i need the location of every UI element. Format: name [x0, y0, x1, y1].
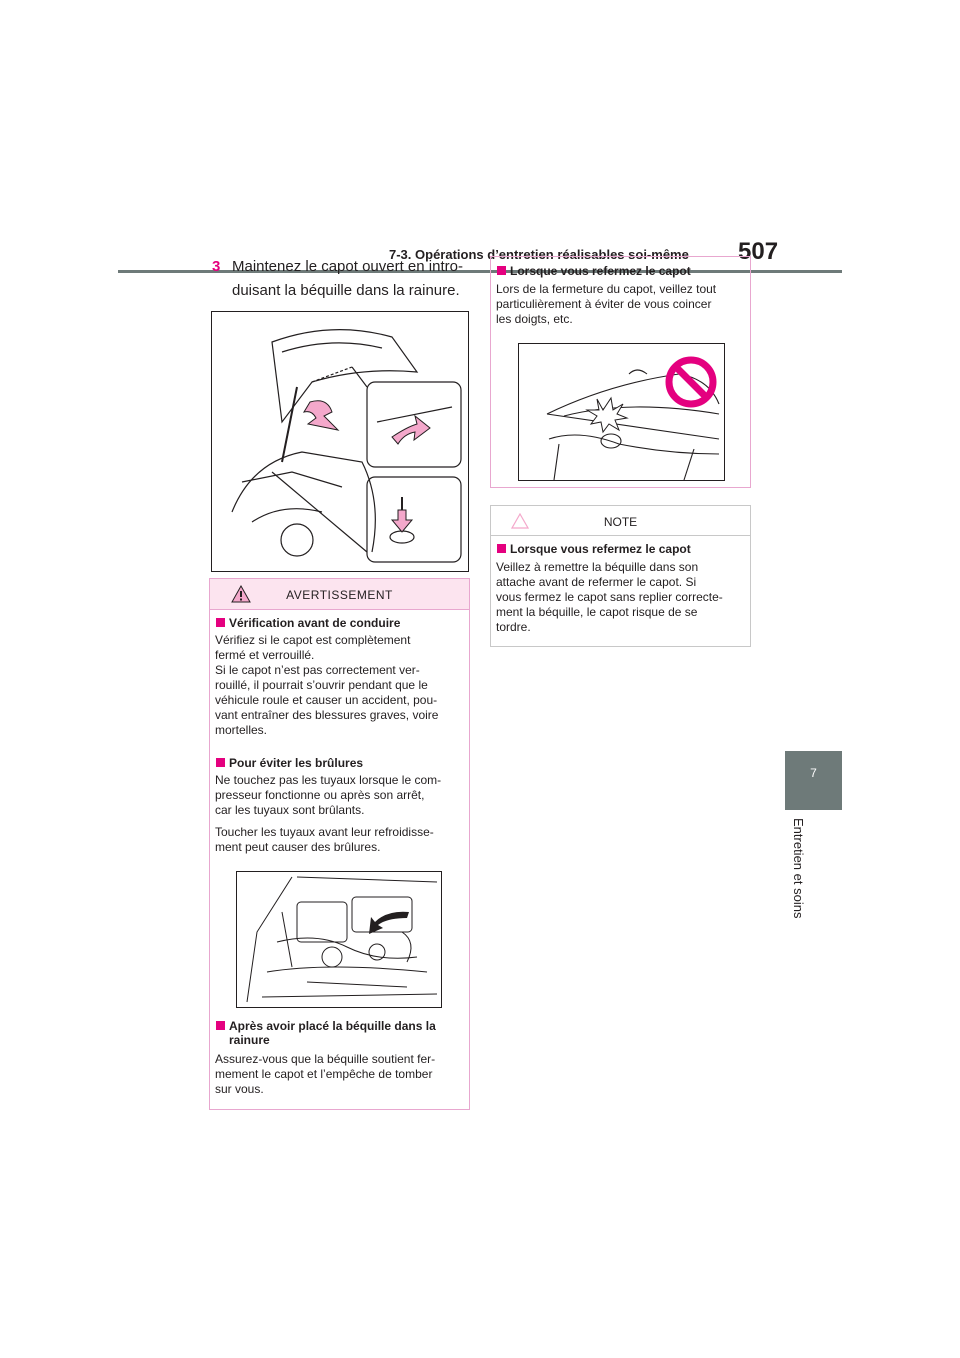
warning-heading-burns: Pour éviter les brûlures [216, 756, 363, 770]
engine-bay-drawing [237, 872, 441, 1007]
caution-heading: Lorsque vous refermez le capot [497, 264, 691, 278]
bullet-square [497, 544, 506, 553]
warning-paragraph-check: Vérifiez si le capot est complètement fermé et verrouillé. Si le capot n’est pas correctement ver- rouillé, il pourrait s’ouvrir pendant que le véhicule roule et causer un accident, pou- vant entraîner des blessures graves, voire mortelles. [215, 633, 439, 737]
bullet-square [216, 1021, 225, 1030]
prohibition-icon [669, 360, 713, 404]
section-title: 7-3. Opérations d’entretien réalisables soi-même [389, 247, 689, 262]
warning-title: AVERTISSEMENT [286, 588, 393, 602]
hood-closing-illustration [518, 343, 725, 481]
note-title: NOTE [603, 515, 638, 529]
chapter-tab [785, 751, 842, 810]
warning-heading-check: Vérification avant de conduire [216, 616, 400, 630]
note-heading: Lorsque vous refermez le capot [497, 542, 691, 556]
hood-prop-illustration [211, 311, 469, 572]
page-number: 507 [738, 238, 779, 265]
caution-box [490, 256, 751, 488]
bullet-square [216, 618, 225, 627]
bullet-square [497, 266, 506, 275]
step-number: 3 [212, 258, 221, 275]
warning-box [209, 578, 470, 1110]
caution-paragraph: Lors de la fermeture du capot, veillez tout particulièrement à éviter de vous coincer les doigts, etc. [496, 282, 717, 326]
note-box [490, 505, 751, 647]
warning-heading-after-prop: Après avoir placé la béquille dans la rainure [216, 1019, 436, 1047]
hood-closing-drawing [519, 344, 724, 480]
hood-prop-drawing [212, 312, 468, 571]
engine-bay-illustration [236, 871, 442, 1008]
chapter-number: 7 [810, 766, 817, 780]
warning-paragraph-after-prop: Assurez-vous que la béquille soutient fer- mement le capot et l’empêche de tomber sur vous. [215, 1052, 436, 1096]
note-paragraph: Veillez à remettre la béquille dans son attache avant de refermer le capot. Si vous fermez le capot sans replier correcte- ment la béquille, le capot risque de se tordre. [496, 560, 723, 634]
step-text: Maintenez le capot ouvert en intro- duisant la béquille dans la rainure. [232, 258, 463, 299]
warning-paragraph-burns-1: Ne touchez pas les tuyaux lorsque le com- presseur fonctionne ou après son arrêt, car les tuyaux sont brûlants. [215, 773, 442, 817]
warning-paragraph-burns-2: Toucher les tuyaux avant leur refroidisse- ment peut causer des brûlures. [215, 825, 434, 854]
bullet-square [216, 758, 225, 767]
chapter-label: Entretien et soins [791, 818, 806, 919]
